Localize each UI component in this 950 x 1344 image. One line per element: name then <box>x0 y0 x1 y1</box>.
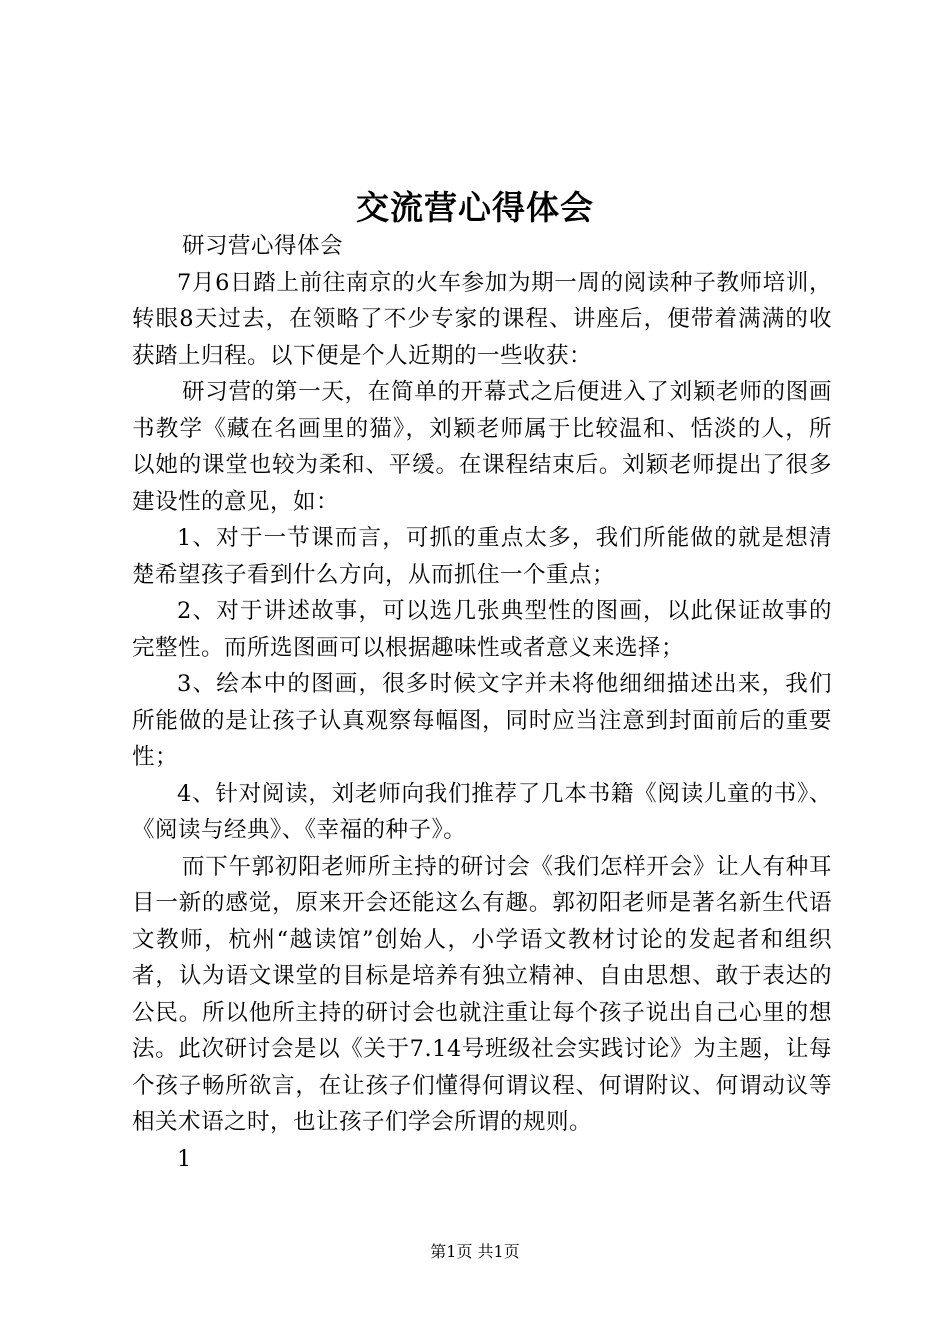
subtitle-paragraph: 研习营心得体会 <box>182 233 344 259</box>
list-item-paragraph: 2、对于讲述故事，可以选几张典型性的图画，以此保证故事的完整性。而所选图画可以根据趣味性或者意义来选择； <box>132 598 832 661</box>
list-item-paragraph: 3、绘本中的图画，很多时候文字并未将他细细描述出来，我们所能做的是让孩子认真观察每幅图，同时应当注意到封面前后的重要性； <box>132 671 832 770</box>
list-item-paragraph: 4、针对阅读，刘老师向我们推荐了几本书籍《阅读儿童的书》、《阅读与经典》、《幸福的种子》。 <box>132 780 832 843</box>
inline-page-number: 1 <box>177 1145 192 1172</box>
document-title: 交流营心得体会 <box>356 188 594 227</box>
body-paragraph: 而下午郭初阳老师所主持的研讨会《我们怎样开会》让人有种耳目一新的感觉，原来开会还能这么有趣。郭初阳老师是著名新生代语文教师，杭州“越读馆”创始人，小学语文教材讨论的发起者和组织者，认为语文课堂的目标是培养有独立精神、自由思想、敢于表达的公民。所以他所主持的研讨会也就注重让每个孩子说出自己心里的想法。此次研讨会是以《关于7.14号班级社会实践讨论》为主题，让每个孩子畅所欲言，在让孩子们懂得何谓议程、何谓附议、何谓动议等相关术语之时，也让孩子们学会所谓的规则。 <box>132 853 832 1135</box>
list-item-paragraph: 1、对于一节课而言，可抓的重点太多，我们所能做的就是想清楚希望孩子看到什么方向，从而抓住一个重点； <box>132 525 832 588</box>
body-paragraph: 7月6日踏上前往南京的火车参加为期一周的阅读种子教师培训，转眼8天过去，在领略了不少专家的课程、讲座后，便带着满满的收获踏上归程。以下便是个人近期的一些收获： <box>132 269 832 369</box>
body-paragraph: 研习营的第一天，在简单的开幕式之后便进入了刘颖老师的图画书教学《藏在名画里的猫》，刘颖老师属于比较温和、恬淡的人，所以她的课堂也较为柔和、平缓。在课程结束后。刘颖老师提出了很多建设性的意见，如： <box>132 379 832 515</box>
document-body <box>132 228 832 1177</box>
page-footer: 第1页 共1页 <box>430 1242 520 1261</box>
